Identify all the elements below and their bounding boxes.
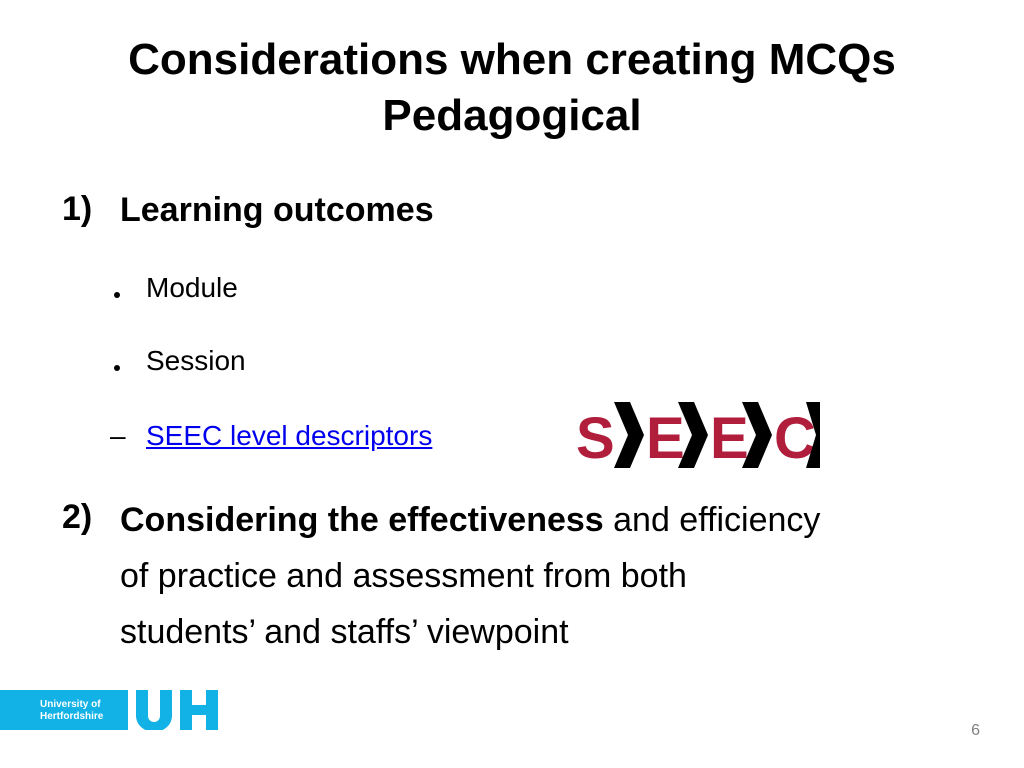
logo-background xyxy=(0,690,128,730)
item-1-heading: Learning outcomes xyxy=(120,191,434,229)
university-of-hertfordshire-logo xyxy=(0,690,220,730)
bullet-label: Session xyxy=(146,345,246,376)
item-2-text xyxy=(120,492,980,660)
bullet-dot-icon xyxy=(114,292,120,298)
item-2-number: 2) xyxy=(62,498,93,536)
item-2-bold-text: Considering the effectiveness xyxy=(120,501,604,539)
page-number: 6 xyxy=(971,722,980,739)
title-line-2: Pedagogical xyxy=(382,91,642,140)
slide-title xyxy=(0,32,1024,144)
uh-letters-icon xyxy=(136,690,218,730)
logo-text-line-1: University of xyxy=(40,699,101,710)
bullet-label: Module xyxy=(146,272,238,303)
seec-letter-e2: E xyxy=(710,406,749,470)
chevron-icon xyxy=(614,402,644,468)
seec-logo xyxy=(574,400,822,470)
title-line-1: Considerations when creating MCQs xyxy=(128,35,896,84)
dash-marker: – xyxy=(110,420,126,451)
seec-letter-c: C xyxy=(774,406,816,470)
logo-text-line-2: Hertfordshire xyxy=(40,711,104,722)
bullet-dot-icon xyxy=(114,365,120,371)
item-1-number: 1) xyxy=(62,190,93,228)
item-2-line-1-rest: and efficiency xyxy=(603,501,821,539)
item-2-line-3: students’ and staffs’ viewpoint xyxy=(120,613,569,651)
seec-letter-e1: E xyxy=(646,406,685,470)
item-2-line-2: of practice and assessment from both xyxy=(120,557,687,595)
seec-letter-s: S xyxy=(576,406,615,470)
seec-level-descriptors-link[interactable]: SEEC level descriptors xyxy=(146,420,433,451)
